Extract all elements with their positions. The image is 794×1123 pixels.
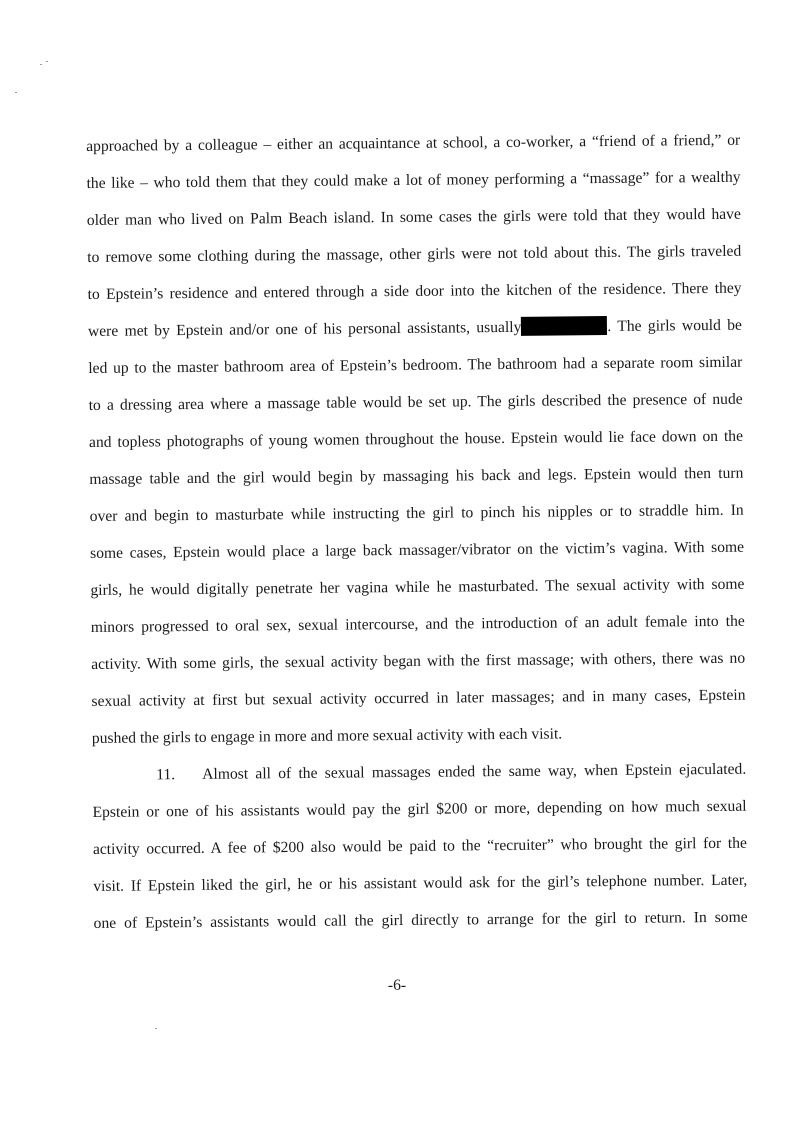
scan-artifact: [15, 92, 17, 93]
text-line: minors progressed to oral sex, sexual intercourse, and the introduction of an adult female into the: [90, 612, 745, 636]
paragraph-11-first-line: [92, 751, 746, 794]
text-line: approached by a colleague – either an acquaintance at school, a co-worker, a “friend of a friend,” or: [86, 131, 741, 155]
scan-artifact: [40, 64, 42, 65]
text-line: some cases, Epstein would place a large back massager/vibrator on the victim’s vagina. With some: [90, 538, 745, 562]
text-line: led up to the master bathroom area of Epstein’s bedroom. The bathroom had a separate room similar: [88, 353, 743, 377]
text-line: one of Epstein’s assistants would call the girl directly to arrange for the girl to return. In some: [93, 908, 748, 932]
text-line: activity. With some girls, the sexual activity began with the first massage; with others, there was no: [91, 649, 746, 673]
text-line: to a dressing area where a massage table would be set up. The girls described the presence of nude: [88, 390, 743, 414]
paragraph-number: 11.: [156, 766, 176, 784]
scan-artifact: [46, 61, 48, 62]
text-line: Epstein or one of his assistants would pay the girl $200 or more, depending on how much sexual: [92, 797, 747, 821]
text-line: the like – who told them that they could make a lot of money performing a “massage” for a wealthy: [86, 168, 741, 192]
document-body: [86, 122, 748, 942]
redacted-line-before: were met by Epstein and/or one of his personal assistants, usually: [87, 318, 522, 340]
text-line: activity occurred. A fee of $200 also would be paid to the “recruiter” who brought the girl for the: [92, 834, 747, 858]
text-line: visit. If Epstein liked the girl, he or his assistant would ask for the girl’s telephone number. Later,: [93, 871, 748, 895]
paragraph-11-lead: Almost all of the sexual massages ended the same way, when Epstein ejaculated.: [202, 760, 747, 783]
text-line: massage table and the girl would begin by massaging his back and legs. Epstein would then turn: [89, 464, 744, 488]
redacted-line-after: . The girls would be: [607, 316, 743, 336]
page-number: -6-: [387, 977, 407, 994]
text-line: girls, he would digitally penetrate her vagina while he masturbated. The sexual activity with some: [90, 575, 745, 599]
text-line: older man who lived on Palm Beach island. In some cases the girls were told that they would have: [86, 205, 741, 229]
text-line-with-redaction: [88, 307, 742, 350]
scan-artifact: [155, 1028, 157, 1029]
redaction-block: [521, 316, 607, 336]
text-line: and topless photographs of young women throughout the house. Epstein would lie face down on the: [88, 427, 744, 451]
text-line: to remove some clothing during the massage, other girls were not told about this. The girls traveled: [87, 242, 742, 266]
paragraph-end-line: pushed the girls to engage in more and more sexual activity with each visit.: [91, 725, 563, 747]
text-line: over and begin to masturbate while instructing the girl to pinch his nipples or to straddle him. In: [89, 501, 744, 525]
text-line: to Epstein’s residence and entered through a side door into the kitchen of the residence. There they: [87, 279, 742, 303]
text-line: sexual activity at first but sexual activity occurred in later massages; and in many cases, Epstein: [91, 686, 746, 710]
